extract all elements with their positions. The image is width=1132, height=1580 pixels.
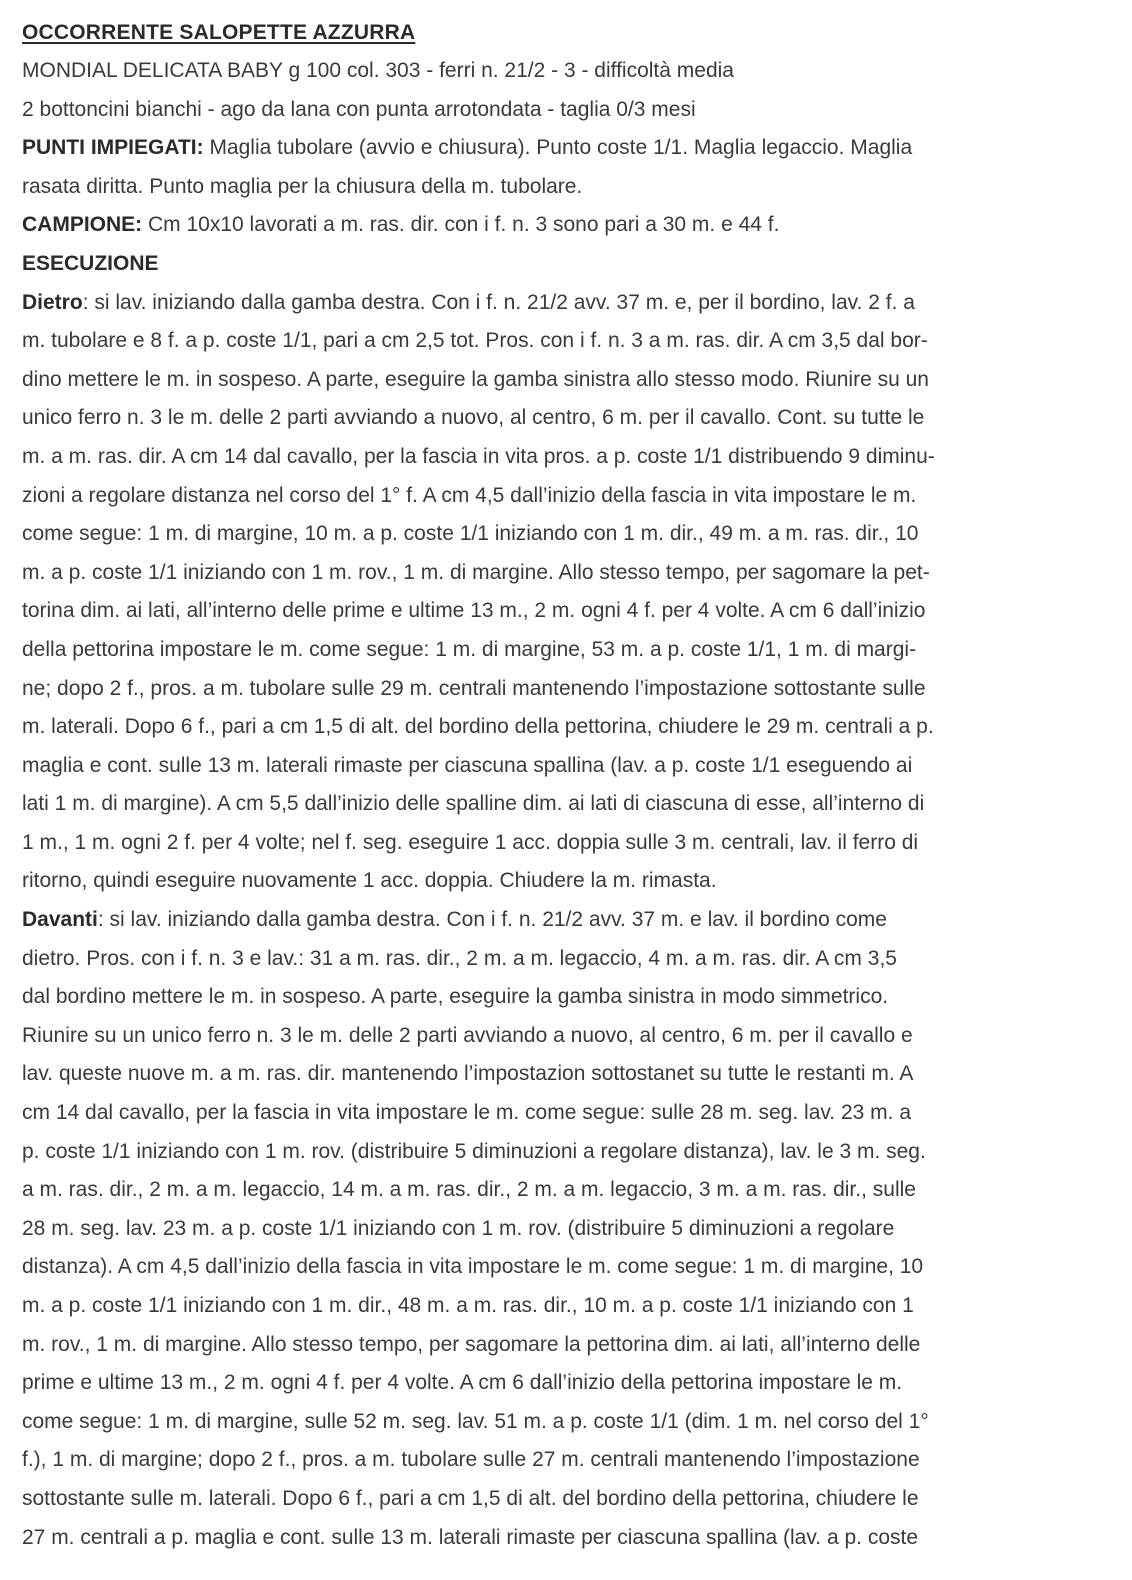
paragraph-line: distanza). A cm 4,5 dall’inizio della fascia in vita impostare le m. come segue: 1 m. di margine, 10 bbox=[22, 1255, 924, 1279]
dietro-section bbox=[22, 284, 1112, 902]
paragraph-line: dietro. Pros. con i f. n. 3 e lav.: 31 a m. ras. dir., 2 m. a m. legaccio, 4 m. a m. ras. dir. A cm 3,5 bbox=[22, 946, 897, 970]
davanti-label: Davanti bbox=[22, 908, 98, 932]
paragraph-line: m. a m. ras. dir. A cm 14 dal cavallo, per la fascia in vita pros. a p. coste 1/1 distribuendo 9 diminu- bbox=[22, 444, 935, 468]
paragraph-line: della pettorina impostare le m. come segue: 1 m. di margine, 53 m. a p. coste 1/1, 1 m. di margi- bbox=[22, 637, 917, 661]
paragraph-line: unico ferro n. 3 le m. delle 2 parti avviando a nuovo, al centro, 6 m. per il cavallo. Cont. su tutte le bbox=[22, 406, 925, 430]
punti-text: Maglia tubolare (avvio e chiusura). Punto coste 1/1. Maglia legaccio. Maglia bbox=[203, 136, 913, 160]
punti-line: rasata diritta. Punto maglia per la chiusura della m. tubolare. bbox=[22, 174, 583, 198]
paragraph-line: m. laterali. Dopo 6 f., pari a cm 1,5 di alt. del bordino della pettorina, chiudere le 29 m. centrali a p. bbox=[22, 715, 934, 739]
paragraph-line: Riunire su un unico ferro n. 3 le m. delle 2 parti avviando a nuovo, al centro, 6 m. per il cavallo e bbox=[22, 1023, 913, 1047]
paragraph-line: m. rov., 1 m. di margine. Allo stesso tempo, per sagomare la pettorina dim. ai lati, all’interno delle bbox=[22, 1332, 921, 1356]
campione-text: Cm 10x10 lavorati a m. ras. dir. con i f. n. 3 sono pari a 30 m. e 44 f. bbox=[142, 213, 780, 237]
paragraph-line: lav. queste nuove m. a m. ras. dir. mantenendo l’impostazion sottostanet su tutte le restanti m. A bbox=[22, 1062, 914, 1086]
punti-line bbox=[22, 129, 1112, 168]
campione-line bbox=[22, 206, 1112, 245]
paragraph-line: 27 m. centrali a p. maglia e cont. sulle 13 m. laterali rimaste per ciascuna spallina (lav. a p. coste bbox=[22, 1525, 919, 1549]
paragraph-line: m. a p. coste 1/1 iniziando con 1 m. rov., 1 m. di margine. Allo stesso tempo, per sagomare la pet- bbox=[22, 560, 930, 584]
paragraph-line: dal bordino mettere le m. in sospeso. A parte, eseguire la gamba sinistra in modo simmetrico. bbox=[22, 985, 889, 1009]
paragraph-line bbox=[22, 901, 1112, 940]
paragraph-line: m. tubolare e 8 f. a p. coste 1/1, pari a cm 2,5 tot. Pros. con i f. n. 3 a m. ras. dir. A cm 3,5 dal bor- bbox=[22, 329, 928, 353]
paragraph-line: f.), 1 m. di margine; dopo 2 f., pros. a m. tubolare sulle 27 m. centrali mantenendo l’impostazione bbox=[22, 1448, 920, 1472]
paragraph-line: lati 1 m. di margine). A cm 5,5 dall’inizio delle spalline dim. ai lati di ciascuna di esse, all’interno di bbox=[22, 792, 925, 816]
campione-label: CAMPIONE: bbox=[22, 213, 143, 237]
materials-line: 2 bottoncini bianchi - ago da lana con punta arrotondata - taglia 0/3 mesi bbox=[22, 97, 696, 121]
paragraph-line: prime e ultime 13 m., 2 m. ogni 4 f. per 4 volte. A cm 6 dall’inizio della pettorina impostare le m. bbox=[22, 1371, 903, 1395]
pattern-page bbox=[22, 14, 1112, 1557]
line-text: : si lav. iniziando dalla gamba destra. Con i f. n. 21/2 avv. 37 m. e, per il bordino, lav. 2 f. a bbox=[82, 290, 915, 314]
line-text: : si lav. iniziando dalla gamba destra. Con i f. n. 21/2 avv. 37 m. e lav. il bordino come bbox=[97, 908, 887, 932]
paragraph-line: ritorno, quindi eseguire nuovamente 1 acc. doppia. Chiudere la m. rimasta. bbox=[22, 869, 717, 893]
paragraph-line: come segue: 1 m. di margine, 10 m. a p. coste 1/1 iniziando con 1 m. dir., 49 m. a m. ras. dir., 10 bbox=[22, 522, 919, 546]
paragraph-line: cm 14 dal cavallo, per la fascia in vita impostare le m. come segue: sulle 28 m. seg. lav. 23 m. a bbox=[22, 1101, 912, 1125]
page-title: OCCORRENTE SALOPETTE AZZURRA bbox=[22, 21, 416, 44]
paragraph-line: 28 m. seg. lav. 23 m. a p. coste 1/1 iniziando con 1 m. rov. (distribuire 5 diminuzioni a regolare bbox=[22, 1216, 895, 1240]
punti-label: PUNTI IMPIEGATI: bbox=[22, 136, 204, 160]
paragraph-line: maglia e cont. sulle 13 m. laterali rimaste per ciascuna spallina (lav. a p. coste 1/1 eseguendo ai bbox=[22, 753, 913, 777]
paragraph-line bbox=[22, 284, 1112, 323]
paragraph-line: sottostante sulle m. laterali. Dopo 6 f., pari a cm 1,5 di alt. del bordino della pettorina, chiudere le bbox=[22, 1486, 919, 1510]
davanti-section bbox=[22, 901, 1112, 1557]
paragraph-line: ne; dopo 2 f., pros. a m. tubolare sulle 29 m. centrali mantenendo l’impostazione sottostante sulle bbox=[22, 676, 926, 700]
paragraph-line: come segue: 1 m. di margine, sulle 52 m. seg. lav. 51 m. a p. coste 1/1 (dim. 1 m. nel corso del 1° bbox=[22, 1409, 929, 1433]
paragraph-line: 1 m., 1 m. ogni 2 f. per 4 volte; nel f. seg. eseguire 1 acc. doppia sulle 3 m. centrali, lav. il ferro di bbox=[22, 830, 919, 854]
section-heading: ESECUZIONE bbox=[22, 251, 159, 275]
paragraph-line: p. coste 1/1 iniziando con 1 m. rov. (distribuire 5 diminuzioni a regolare distanza), lav. le 3 m. seg. bbox=[22, 1139, 926, 1163]
paragraph-line: zioni a regolare distanza nel corso del 1° f. A cm 4,5 dall’inizio della fascia in vita impostare le m. bbox=[22, 483, 917, 507]
materials-line: MONDIAL DELICATA BABY g 100 col. 303 - ferri n. 21/2 - 3 - difficoltà media bbox=[22, 59, 734, 82]
paragraph-line: dino mettere le m. in sospeso. A parte, eseguire la gamba sinistra allo stesso modo. Riunire su un bbox=[22, 367, 929, 391]
paragraph-line: m. a p. coste 1/1 iniziando con 1 m. dir., 48 m. a m. ras. dir., 10 m. a p. coste 1/1 iniziando con 1 bbox=[22, 1294, 914, 1317]
paragraph-line: a m. ras. dir., 2 m. a m. legaccio, 14 m. a m. ras. dir., 2 m. a m. legaccio, 3 m. a m. ras. dir., sulle bbox=[22, 1178, 916, 1202]
paragraph-line: torina dim. ai lati, all’interno delle prime e ultime 13 m., 2 m. ogni 4 f. per 4 volte. A cm 6 dall’inizio bbox=[22, 599, 926, 623]
dietro-label: Dietro bbox=[22, 290, 83, 314]
